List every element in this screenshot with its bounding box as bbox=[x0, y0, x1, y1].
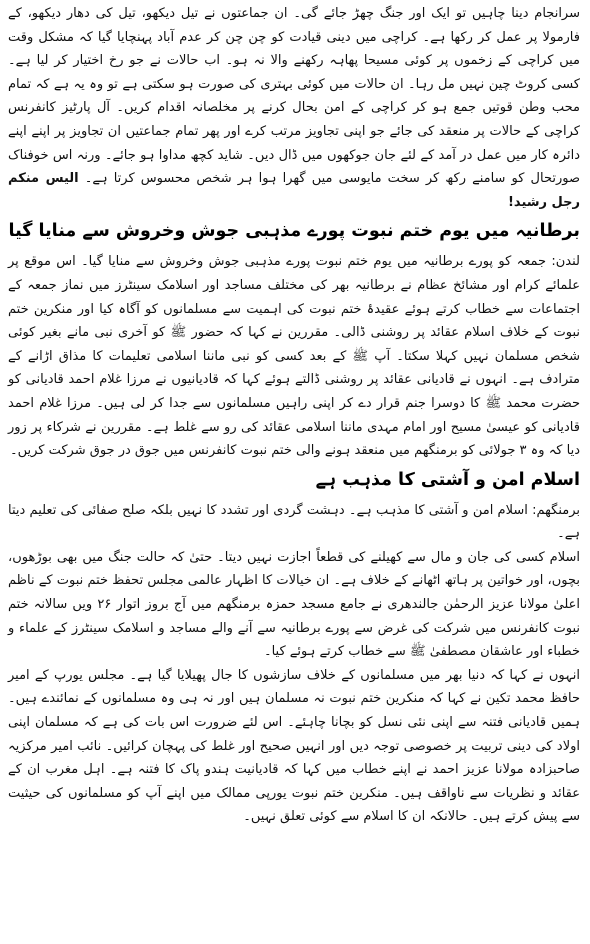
article-islam-peace bbox=[8, 499, 580, 829]
article-karachi-closing: الیس منکم رجل رشید! bbox=[8, 171, 580, 210]
article-karachi-paragraph bbox=[8, 2, 580, 214]
article-khatm-e-nabuwat bbox=[8, 250, 580, 462]
headline-islam-religion-of-peace: اسلام امن و آشتی کا مذہب ہے bbox=[315, 469, 580, 490]
headline-khatm-e-nabuwat-day: برطانیہ میں یوم ختم نبوت پورے مذہبی جوش وخروش سے منایا گیا bbox=[8, 221, 580, 242]
article-islam-peace-intro: برمنگھم: اسلام امن و آشتی کا مذہب ہے۔ دہشت گردی اور تشدد کا نہیں بلکہ صلح صفائی کی تعلیم دیتا ہے۔ bbox=[8, 502, 580, 542]
article-islam-peace-body-1: اسلام کسی کی جان و مال سے کھیلنے کی قطعاً اجازت نہیں دیتا۔ حتیٰ کہ حالت جنگ میں بھی بوڑھوں، بچوں، اور خواتین پر ہاتھ اٹھانے کے خلاف ہے۔ ان خیالات کا اظہار عالمی مجلس تحفظ ختم نبوت کے ناظم اعلیٰ مولانا عزیز الرحمٰن جالندھری نے جامع مسجد حمزہ برمنگھم میں آج بروز اتوار ۲۶ ویں سالانہ ختم نبوت کانفرنس میں شرکت کی غرض سے پورے برطانیہ سے آنے والے مساجد و اسلامک سینٹرز کے علماء و خطباء اور عاشقان مصطفیٰ ﷺ سے خطاب کرتے ہوئے کیا۔ bbox=[8, 549, 580, 660]
article-khatm-e-nabuwat-body: لندن: جمعہ کو پورے برطانیہ میں یوم ختم نبوت پورے مذہبی جوش وخروش سے منایا گیا۔ اس موقع پر علمائے کرام اور مشائخ عظام نے برطانیہ بھر کی مختلف مساجد اور اسلامک سینٹرز میں نماز جمعہ کے اجتماعات سے خطاب کرتے ہوئے عقیدۂ ختم نبوت کی اہمیت سے مسلمانوں کو آگاہ کیا اور منکرین ختم نبوت کے خلاف اسلام عقائد پر روشنی ڈالی۔ مقررین نے کہا کہ حضور ﷺ کو آخری نبی مانے بغیر کوئی شخص مسلمان نہیں کہلا سکتا۔ آپ ﷺ کے بعد کسی کو نبی ماننا اسلامی تعلیمات کا مذاق اڑانے کے مترادف ہے۔ انہوں نے قادیانی عقائد پر روشنی ڈالتے ہوئے کہا کہ قادیانیوں نے مرزا غلام احمد قادیانی کو حضرت محمد ﷺ کا دوسرا جنم قرار دے کر اپنی راہیں مسلمانوں سے جدا کر لی ہیں۔ مرزا غلام احمد قادیانی کو عیسیٰ مسیح اور امام مہدی ماننا اسلامی عقائد کی رو سے غلط ہے۔ مقررین نے شرکاء پر زور دیا کہ وہ ۳ جولائی کو برمنگھم میں منعقد ہونے والی ختم نبوت کانفرنس میں جوق در جوق شرکت کریں۔ bbox=[8, 254, 580, 459]
article-karachi-continuation bbox=[8, 2, 580, 214]
article-karachi-body: سرانجام دینا چاہیں تو ایک اور جنگ چھڑ جائے گی۔ ان جماعتوں نے تیل دیکھو، تیل کی دھار دیکھو، کے فارمولا پر عمل کر رکھا ہے۔ کراچی میں دینی قیادت کو چن چن کر عدم آباد پہنچایا گیا کہ مشکل وقت میں کراچی کے زخموں پر کوئی مسیحا پھاہہ رکھنے والا نہ ہو۔ اب حالات نے جو رخ اختیار کر لیا ہے۔ کسی کروٹ چین نہیں مل رہا۔ ان حالات میں کوئی بہتری کی صورت ہو سکتی ہے تو وہ یہ ہے کہ تمام محب وطن قوتیں جمع ہو کر کراچی کے امن بحال کرنے پر مخلصانہ اقدام کریں۔ آل پارٹیز کانفرنس کراچی کے حالات پر منعقد کی جائے جو اپنی تجاویز مرتب کرے اور پھر تمام جماعتیں ان تجاویز پر اپنے اپنے دائرہ کار میں عمل در آمد کے لئے جان جوکھوں میں ڈال دیں۔ شاید کچھ مداوا ہو جائے۔ ورنہ اس خوفناک صورتحال کو سامنے رکھ کر سخت مایوسی میں گھرا ہوا ہر شخص محسوس کرتا ہے۔ bbox=[8, 6, 581, 187]
article-islam-peace-body-2: انہوں نے کہا کہ دنیا بھر میں مسلمانوں کے خلاف سازشوں کا جال پھیلایا گیا ہے۔ مجلس یورپ کے امیر حافظ محمد تکین نے کہا کہ منکرین ختم نبوت نہ مسلمان ہیں اور نہ ہی وہ مسلمانوں کے نمائندے ہیں۔ ہمیں قادیانی فتنہ سے اپنی نئی نسل کو بچانا چاہئے۔ اس لئے ضرورت اس بات کی ہے کہ مسلمان اپنی اولاد کی دینی تربیت پر خصوصی توجہ دیں اور انہیں صحیح اور غلط کی پہچان کرائیں۔ نائب امیر مرکزیہ صاحبزادہ مولانا عزیز احمد نے اپنے خطاب میں کہا کہ قادیانیت ہندو پاک کا فتنہ ہے۔ اہل مغرب ان کے عقائد و نظریات سے ناواقف ہیں۔ منکرین ختم نبوت یورپی ممالک میں اپنے آپ کو مسلمانوں کی حیثیت سے پیش کرتے ہیں۔ حالانکہ ان کا اسلام سے کوئی تعلق نہیں۔ bbox=[8, 667, 580, 825]
